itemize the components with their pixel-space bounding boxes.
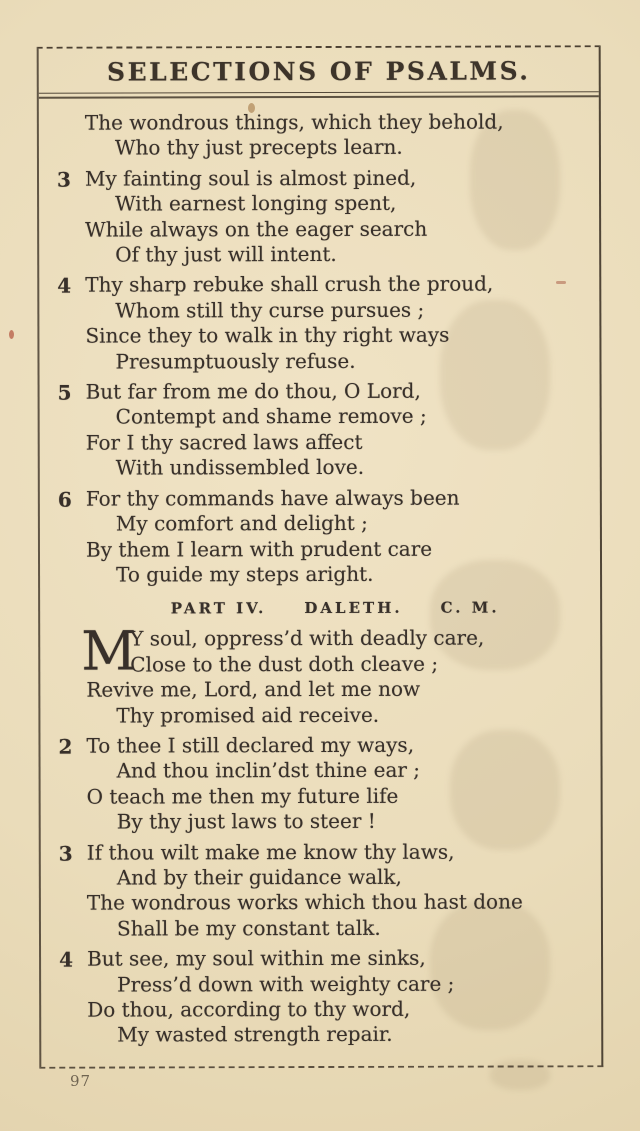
verse-line: But see, my soul within me sinks, xyxy=(87,945,426,971)
verse-line: The wondrous works which thou hast done xyxy=(86,889,523,915)
verse-line: Y soul, oppress’d with deadly care, xyxy=(130,625,485,651)
stanza-continued xyxy=(85,109,583,161)
verse-line: Who thy just precepts learn. xyxy=(114,135,403,160)
stanza xyxy=(57,378,584,481)
drop-cap: M xyxy=(81,619,137,683)
verse-number: 6 xyxy=(57,487,72,512)
text-block xyxy=(39,97,601,1048)
verse-line: Thy promised aid receive. xyxy=(116,702,380,728)
stanza xyxy=(58,732,584,835)
verse-number: 4 xyxy=(59,947,74,972)
part-name: DALETH. xyxy=(304,599,403,618)
verse-line: Contempt and shame remove ; xyxy=(115,404,427,430)
verse-line: The wondrous things, which they behold, xyxy=(84,109,504,135)
verse-line: Do thou, according to thy word, xyxy=(87,996,411,1022)
stanza xyxy=(57,485,584,588)
stanza xyxy=(56,165,583,268)
verse-number: 4 xyxy=(57,274,72,299)
verse-line: Presumptuously refuse. xyxy=(115,348,356,374)
part-label: PART IV. xyxy=(170,599,267,618)
part-heading xyxy=(86,599,584,618)
verse-line: If thou wilt make me know thy laws, xyxy=(86,839,455,865)
page-frame xyxy=(37,45,604,1068)
verse-number: 2 xyxy=(58,734,73,759)
verse-line: My wasted strength repair. xyxy=(117,1022,393,1047)
verse-line: And thou inclin’dst thine ear ; xyxy=(116,758,421,783)
verse-line: My comfort and delight ; xyxy=(115,510,368,536)
verse-line: Since they to walk in thy right ways xyxy=(85,322,450,348)
page-number: 97 xyxy=(70,1072,92,1090)
verse-line: O teach me then my future life xyxy=(86,783,399,809)
verse-line: By thy just laws to steer ! xyxy=(116,809,376,834)
verse-line: Whom still thy curse pursues ; xyxy=(115,297,425,323)
verse-line: My fainting soul is almost pined, xyxy=(84,165,417,191)
verse-line: With undissembled love. xyxy=(115,455,365,480)
stanza-dropcap xyxy=(81,619,584,729)
verse-line: Press’d down with weighty care ; xyxy=(117,971,455,997)
verse-number: 5 xyxy=(57,380,72,405)
verse-line: Close to the dust doth cleave ; xyxy=(130,651,439,677)
verse-line: With earnest longing spent, xyxy=(115,191,397,216)
verse-line: Shall be my constant talk. xyxy=(116,915,381,941)
page-title: SELECTIONS OF PSALMS. xyxy=(106,56,531,87)
verse-line: And by their guidance walk, xyxy=(116,864,402,890)
verse-line: Of thy just will intent. xyxy=(115,241,337,267)
verse-line: Thy sharp rebuke shall crush the proud, xyxy=(85,271,494,298)
verse-line: For I thy sacred laws affect xyxy=(85,429,363,455)
verse-number: 3 xyxy=(56,167,71,192)
running-head xyxy=(39,47,599,92)
stanza xyxy=(58,839,585,942)
verse-line: For thy commands have always been xyxy=(85,485,460,511)
verse-line: By them I learn with prudent care xyxy=(85,536,433,562)
ink-stain xyxy=(9,330,14,339)
verse-number: 3 xyxy=(58,841,73,866)
verse-line: To guide my steps aright. xyxy=(116,561,374,587)
verse-line: Revive me, Lord, and let me now xyxy=(86,676,421,702)
stanza xyxy=(59,945,585,1048)
verse-line: To thee I still declared my ways, xyxy=(86,732,415,758)
verse-line: But far from me do thou, O Lord, xyxy=(85,378,421,404)
stanza xyxy=(57,271,583,375)
part-meter: C. M. xyxy=(440,598,500,617)
verse-line: While always on the eager search xyxy=(85,216,428,242)
